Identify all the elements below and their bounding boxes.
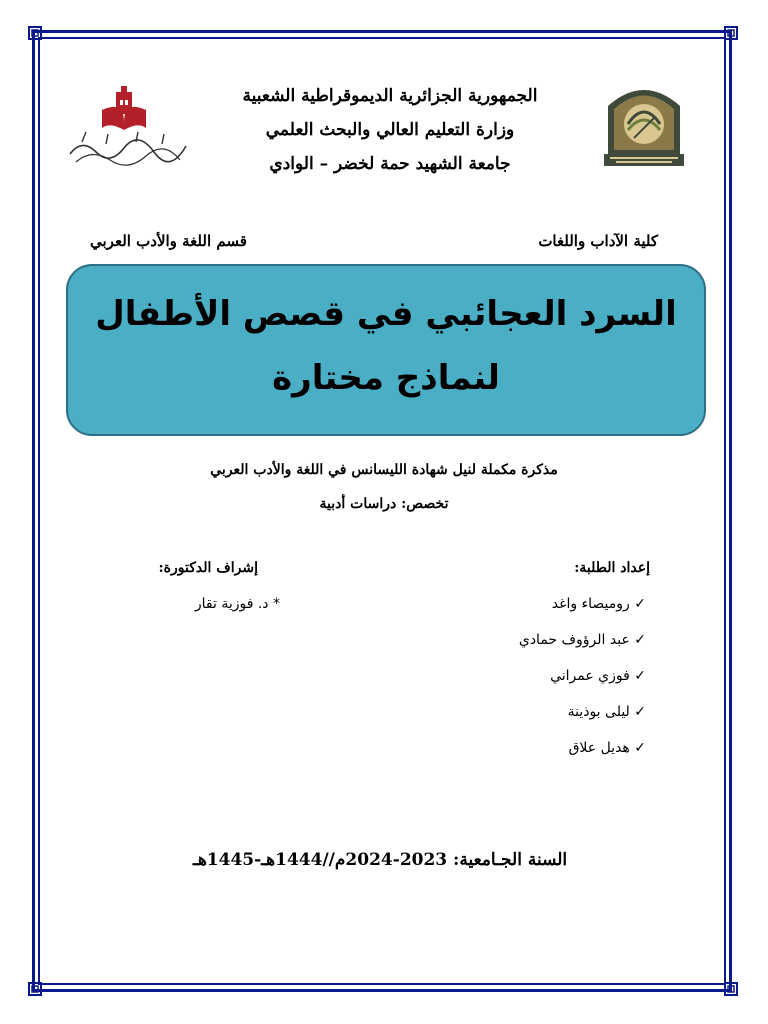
student-item xyxy=(568,704,646,720)
student-name: روميصاء واغد xyxy=(551,596,630,612)
corner-ornament-bottom-right xyxy=(724,982,738,996)
check-icon: ✓ xyxy=(634,596,646,612)
student-name: فوزي عمراني xyxy=(550,668,630,684)
faculty-logo xyxy=(62,82,202,182)
university-logo xyxy=(598,80,690,172)
supervisor-name: * د. فوزية تقار xyxy=(194,596,280,612)
check-icon: ✓ xyxy=(634,740,646,756)
corner-ornament-bottom-left xyxy=(28,982,42,996)
student-item xyxy=(569,740,646,756)
check-icon: ✓ xyxy=(634,668,646,684)
corner-ornament-top-right xyxy=(724,26,738,40)
student-name: ليلى بوذينة xyxy=(567,704,630,720)
faculty-name: كلية الآداب واللغات xyxy=(538,232,658,250)
specialty: تخصص: دراسات أدبية xyxy=(319,496,449,512)
student-item xyxy=(552,596,646,612)
department-name: قسم اللغة والأدب العربي xyxy=(90,232,247,250)
title-box xyxy=(66,264,706,436)
header-republic: الجمهورية الجزائرية الديموقراطية الشعبية xyxy=(242,86,538,106)
check-icon: ✓ xyxy=(634,704,646,720)
student-item xyxy=(519,632,646,648)
thesis-title: السرد العجائبي في قصص الأطفال لنماذج مختارة xyxy=(95,294,677,398)
students-heading: إعداد الطلبة: xyxy=(574,560,650,576)
academic-year: السنة الجـامعية: 2023-2024م//1444هـ-1445هـ xyxy=(192,850,568,870)
student-name: عبد الرؤوف حمادي xyxy=(518,632,630,648)
thesis-purpose: مذكرة مكملة لنيل شهادة الليسانس في اللغة والأدب العربي xyxy=(210,462,558,478)
check-icon: ✓ xyxy=(634,632,646,648)
header-ministry: وزارة التعليم العالي والبحث العلمي xyxy=(265,120,515,140)
corner-ornament-top-left xyxy=(28,26,42,40)
header-university: جامعة الشهيد حمة لخضر – الوادي xyxy=(269,154,511,174)
student-item xyxy=(550,668,646,684)
student-name: هديل علاق xyxy=(568,740,630,756)
supervisor-heading: إشراف الدكتورة: xyxy=(158,560,258,576)
